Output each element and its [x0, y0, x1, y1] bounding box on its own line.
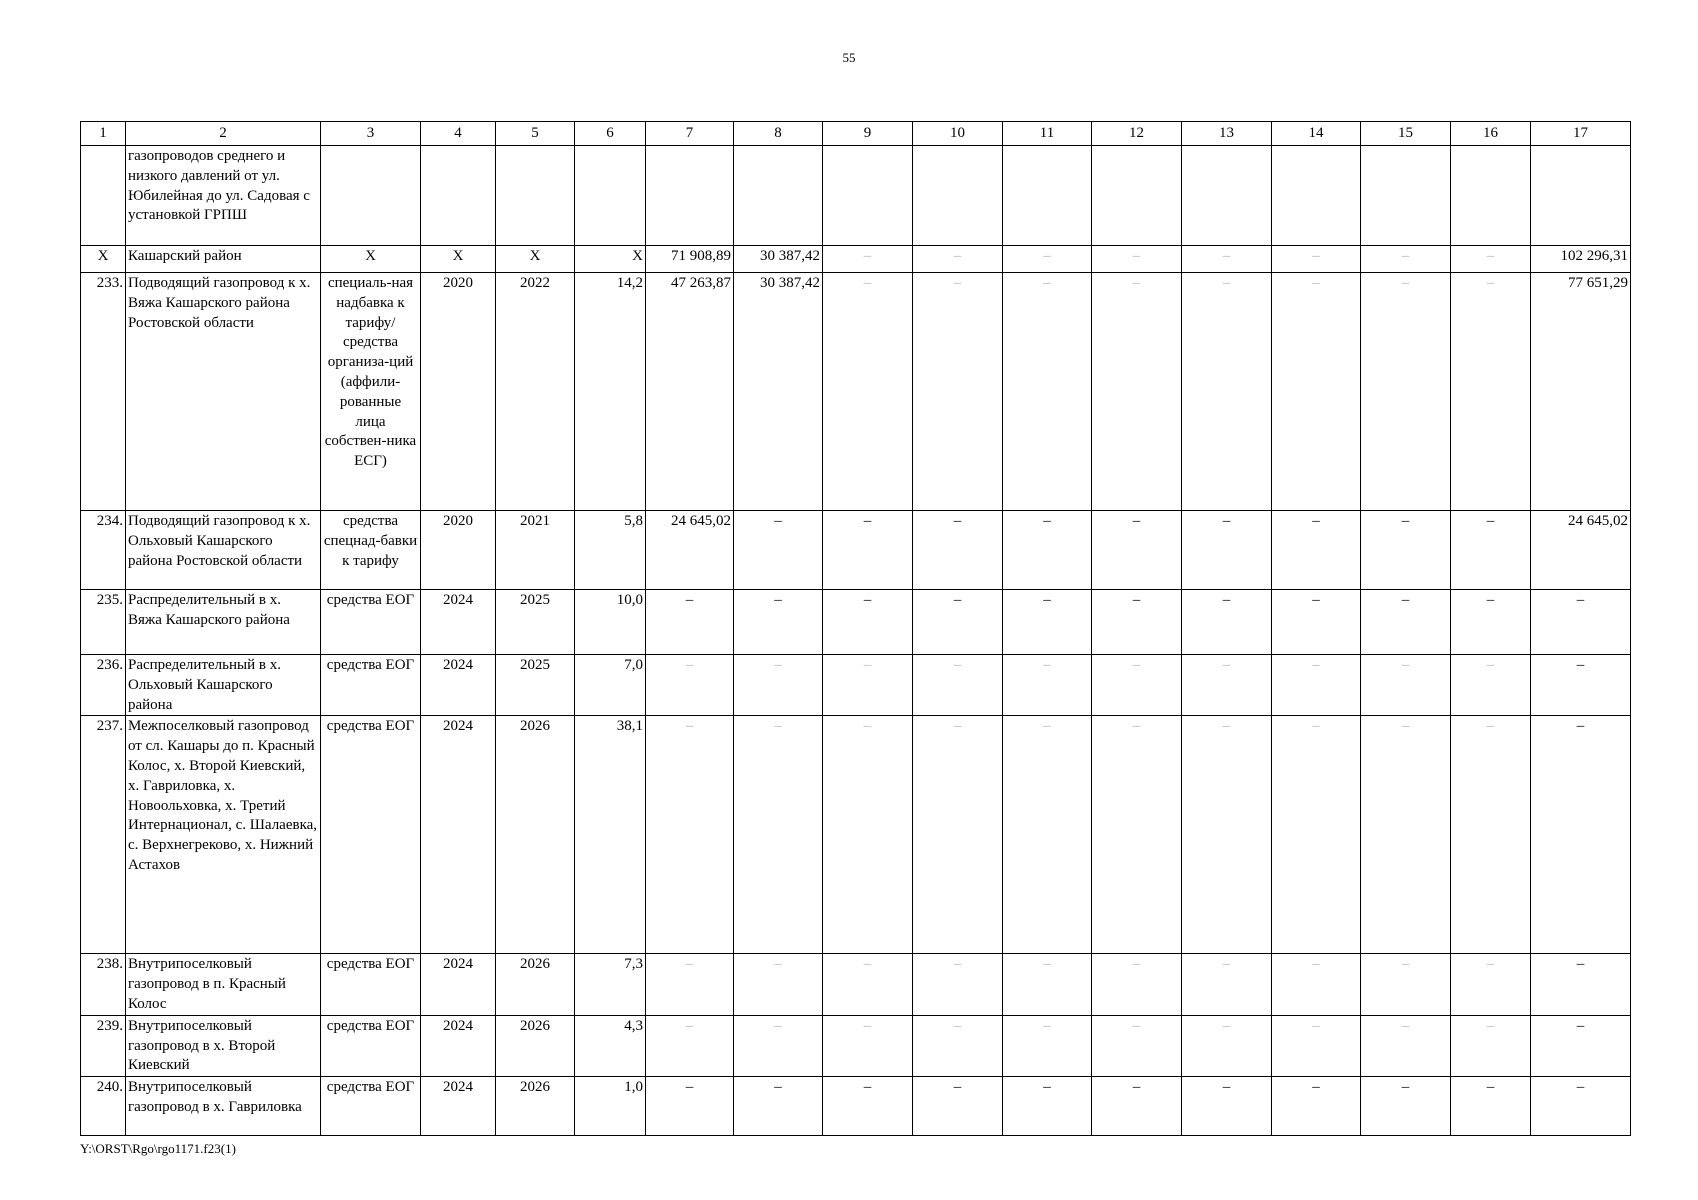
length-cell: 5,8: [575, 511, 646, 590]
amount-cell: –: [1003, 954, 1092, 1015]
object-name-cell: Внутрипоселковый газопровод в х. Гавриловка: [126, 1077, 321, 1136]
year-cell: 2024: [421, 655, 496, 716]
amount-cell: –: [1272, 246, 1361, 273]
amount-cell: 30 387,42: [734, 246, 823, 273]
funding-source-cell: средства ЕОГ: [321, 954, 421, 1015]
length-cell: [575, 146, 646, 246]
object-name-cell: Внутрипоселковый газопровод в х. Второй Киевский: [126, 1015, 321, 1076]
amount-cell: 30 387,42: [734, 273, 823, 511]
amount-cell: –: [1531, 590, 1631, 655]
amount-cell: –: [1272, 655, 1361, 716]
length-cell: 38,1: [575, 716, 646, 954]
amount-cell: –: [823, 716, 913, 954]
amount-cell: –: [646, 1015, 734, 1076]
amount-cell: –: [823, 954, 913, 1015]
table-row: [81, 511, 1631, 590]
amount-cell: –: [1003, 273, 1092, 511]
row-number-cell: 238.: [81, 954, 126, 1015]
amount-cell: –: [1092, 954, 1182, 1015]
column-number: 11: [1003, 122, 1092, 146]
amount-cell: –: [1531, 1077, 1631, 1136]
amount-cell: –: [1182, 273, 1272, 511]
amount-cell: –: [1272, 954, 1361, 1015]
amount-cell: –: [913, 590, 1003, 655]
amount-cell: [1451, 146, 1531, 246]
amount-cell: –: [1003, 1015, 1092, 1076]
column-number: 13: [1182, 122, 1272, 146]
amount-cell: –: [1361, 273, 1451, 511]
row-number-cell: 236.: [81, 655, 126, 716]
object-name-cell: Межпоселковый газопровод от сл. Кашары до п. Красный Колос, х. Второй Киевский, х. Гавриловка, х. Новоольховка, х. Третий Интернационал, с. Шалаевка, с. Верхнегреково, х. Нижний Астахов: [126, 716, 321, 954]
row-number-cell: [81, 146, 126, 246]
amount-cell: [1531, 146, 1631, 246]
year-cell: 2020: [421, 273, 496, 511]
amount-cell: –: [913, 716, 1003, 954]
column-number: 1: [81, 122, 126, 146]
funding-source-cell: Х: [321, 246, 421, 273]
amount-cell: [1361, 146, 1451, 246]
year-cell: Х: [496, 246, 575, 273]
amount-cell: –: [1182, 246, 1272, 273]
page-number: 55: [842, 50, 856, 65]
column-number: 8: [734, 122, 823, 146]
amount-cell: –: [646, 590, 734, 655]
amount-cell: –: [1003, 716, 1092, 954]
amount-cell: –: [913, 655, 1003, 716]
year-cell: [421, 146, 496, 246]
row-number-cell: 233.: [81, 273, 126, 511]
funding-source-cell: средства ЕОГ: [321, 716, 421, 954]
year-cell: 2026: [496, 1015, 575, 1076]
amount-cell: –: [913, 246, 1003, 273]
amount-cell: –: [1361, 511, 1451, 590]
length-cell: 7,3: [575, 954, 646, 1015]
table-row: [81, 655, 1631, 716]
year-cell: 2025: [496, 655, 575, 716]
amount-cell: –: [1182, 511, 1272, 590]
object-name-cell: Внутрипоселковый газопровод в п. Красный Колос: [126, 954, 321, 1015]
amount-cell: 77 651,29: [1531, 273, 1631, 511]
amount-cell: –: [1003, 1077, 1092, 1136]
table-row: [81, 146, 1631, 246]
object-name-cell: газопроводов среднего и низкого давлений от ул. Юбилейная до ул. Садовая с установкой ГРПШ: [126, 146, 321, 246]
object-name-cell: Распределительный в х. Ольховый Кашарского района: [126, 655, 321, 716]
object-name-cell: Подводящий газопровод к х. Ольховый Кашарского района Ростовской области: [126, 511, 321, 590]
amount-cell: –: [913, 1015, 1003, 1076]
amount-cell: –: [1092, 590, 1182, 655]
funding-source-cell: средства ЕОГ: [321, 1015, 421, 1076]
length-cell: 1,0: [575, 1077, 646, 1136]
column-number: 7: [646, 122, 734, 146]
amount-cell: –: [1361, 954, 1451, 1015]
amount-cell: –: [1361, 1077, 1451, 1136]
table-row: [81, 590, 1631, 655]
amount-cell: [1092, 146, 1182, 246]
year-cell: 2025: [496, 590, 575, 655]
column-number: 4: [421, 122, 496, 146]
amount-cell: –: [1451, 246, 1531, 273]
column-number: 14: [1272, 122, 1361, 146]
investment-program-table: [80, 121, 1631, 1136]
amount-cell: –: [823, 1077, 913, 1136]
amount-cell: –: [1092, 1077, 1182, 1136]
amount-cell: –: [1361, 1015, 1451, 1076]
footer-file-path: Y:\ORST\Rgo\rgo1171.f23(1): [80, 1141, 236, 1156]
year-cell: 2024: [421, 954, 496, 1015]
amount-cell: –: [913, 511, 1003, 590]
column-number: 17: [1531, 122, 1631, 146]
amount-cell: [734, 146, 823, 246]
amount-cell: –: [1272, 1015, 1361, 1076]
funding-source-cell: [321, 146, 421, 246]
amount-cell: –: [734, 655, 823, 716]
funding-source-cell: специаль-ная надбавка к тарифу/ средства организа-ций (аффили-рованные лица собствен-ника ЕСГ): [321, 273, 421, 511]
table-body: [81, 146, 1631, 1136]
year-cell: Х: [421, 246, 496, 273]
amount-cell: –: [646, 716, 734, 954]
amount-cell: –: [1361, 655, 1451, 716]
column-number: 6: [575, 122, 646, 146]
funding-source-cell: средства спецнад-бавки к тарифу: [321, 511, 421, 590]
table-row: [81, 716, 1631, 954]
row-number-cell: 234.: [81, 511, 126, 590]
amount-cell: [913, 146, 1003, 246]
amount-cell: –: [1272, 1077, 1361, 1136]
amount-cell: 24 645,02: [1531, 511, 1631, 590]
amount-cell: –: [823, 246, 913, 273]
amount-cell: –: [1003, 655, 1092, 716]
object-name-cell: Распределительный в х. Вяжа Кашарского района: [126, 590, 321, 655]
amount-cell: –: [1182, 655, 1272, 716]
amount-cell: –: [1451, 1015, 1531, 1076]
amount-cell: –: [1272, 590, 1361, 655]
row-number-cell: 239.: [81, 1015, 126, 1076]
amount-cell: –: [1531, 1015, 1631, 1076]
amount-cell: –: [1182, 954, 1272, 1015]
amount-cell: –: [1272, 511, 1361, 590]
amount-cell: –: [734, 590, 823, 655]
amount-cell: –: [646, 655, 734, 716]
year-cell: 2021: [496, 511, 575, 590]
amount-cell: –: [1092, 716, 1182, 954]
amount-cell: –: [1451, 590, 1531, 655]
amount-cell: –: [646, 1077, 734, 1136]
length-cell: 7,0: [575, 655, 646, 716]
amount-cell: –: [1531, 655, 1631, 716]
amount-cell: –: [1182, 1015, 1272, 1076]
amount-cell: –: [1451, 1077, 1531, 1136]
amount-cell: –: [1003, 590, 1092, 655]
year-cell: 2022: [496, 273, 575, 511]
amount-cell: –: [913, 273, 1003, 511]
amount-cell: –: [1092, 273, 1182, 511]
amount-cell: –: [913, 1077, 1003, 1136]
amount-cell: [1272, 146, 1361, 246]
amount-cell: [1003, 146, 1092, 246]
funding-source-cell: средства ЕОГ: [321, 655, 421, 716]
amount-cell: –: [1272, 716, 1361, 954]
amount-cell: –: [823, 590, 913, 655]
amount-cell: –: [823, 511, 913, 590]
amount-cell: –: [1451, 511, 1531, 590]
amount-cell: –: [646, 954, 734, 1015]
table-row: [81, 273, 1631, 511]
amount-cell: 24 645,02: [646, 511, 734, 590]
column-number: 15: [1361, 122, 1451, 146]
amount-cell: –: [1182, 1077, 1272, 1136]
amount-cell: [823, 146, 913, 246]
amount-cell: 102 296,31: [1531, 246, 1631, 273]
amount-cell: –: [1092, 511, 1182, 590]
amount-cell: [1182, 146, 1272, 246]
year-cell: 2026: [496, 1077, 575, 1136]
amount-cell: –: [1092, 655, 1182, 716]
amount-cell: –: [1531, 716, 1631, 954]
amount-cell: 71 908,89: [646, 246, 734, 273]
amount-cell: –: [823, 655, 913, 716]
amount-cell: –: [1531, 954, 1631, 1015]
amount-cell: –: [1092, 246, 1182, 273]
object-name-cell: Кашарский район: [126, 246, 321, 273]
amount-cell: –: [734, 511, 823, 590]
year-cell: 2024: [421, 590, 496, 655]
amount-cell: –: [1451, 716, 1531, 954]
column-number: 2: [126, 122, 321, 146]
amount-cell: –: [913, 954, 1003, 1015]
year-cell: 2024: [421, 716, 496, 954]
table-row: [81, 246, 1631, 273]
table-row: [81, 1077, 1631, 1136]
length-cell: 10,0: [575, 590, 646, 655]
row-number-cell: 235.: [81, 590, 126, 655]
year-cell: [496, 146, 575, 246]
amount-cell: –: [1451, 273, 1531, 511]
funding-source-cell: средства ЕОГ: [321, 590, 421, 655]
amount-cell: –: [1451, 655, 1531, 716]
amount-cell: –: [1272, 273, 1361, 511]
column-number-row: [81, 122, 1631, 146]
table-header: [81, 122, 1631, 146]
amount-cell: –: [1182, 590, 1272, 655]
amount-cell: 47 263,87: [646, 273, 734, 511]
row-number-cell: 237.: [81, 716, 126, 954]
year-cell: 2024: [421, 1077, 496, 1136]
table-row: [81, 1015, 1631, 1076]
amount-cell: –: [1092, 1015, 1182, 1076]
column-number: 5: [496, 122, 575, 146]
column-number: 9: [823, 122, 913, 146]
amount-cell: –: [1361, 246, 1451, 273]
column-number: 12: [1092, 122, 1182, 146]
amount-cell: –: [734, 716, 823, 954]
amount-cell: –: [1003, 511, 1092, 590]
amount-cell: –: [734, 1077, 823, 1136]
amount-cell: –: [1182, 716, 1272, 954]
amount-cell: –: [1361, 716, 1451, 954]
amount-cell: –: [1361, 590, 1451, 655]
amount-cell: –: [734, 954, 823, 1015]
amount-cell: –: [823, 1015, 913, 1076]
column-number: 3: [321, 122, 421, 146]
row-number-cell: Х: [81, 246, 126, 273]
funding-source-cell: средства ЕОГ: [321, 1077, 421, 1136]
column-number: 10: [913, 122, 1003, 146]
length-cell: Х: [575, 246, 646, 273]
length-cell: 4,3: [575, 1015, 646, 1076]
column-number: 16: [1451, 122, 1531, 146]
year-cell: 2020: [421, 511, 496, 590]
amount-cell: –: [823, 273, 913, 511]
object-name-cell: Подводящий газопровод к х. Вяжа Кашарского района Ростовской области: [126, 273, 321, 511]
length-cell: 14,2: [575, 273, 646, 511]
amount-cell: –: [734, 1015, 823, 1076]
year-cell: 2026: [496, 954, 575, 1015]
year-cell: 2026: [496, 716, 575, 954]
row-number-cell: 240.: [81, 1077, 126, 1136]
table-row: [81, 954, 1631, 1015]
amount-cell: –: [1451, 954, 1531, 1015]
amount-cell: –: [1003, 246, 1092, 273]
amount-cell: [646, 146, 734, 246]
year-cell: 2024: [421, 1015, 496, 1076]
